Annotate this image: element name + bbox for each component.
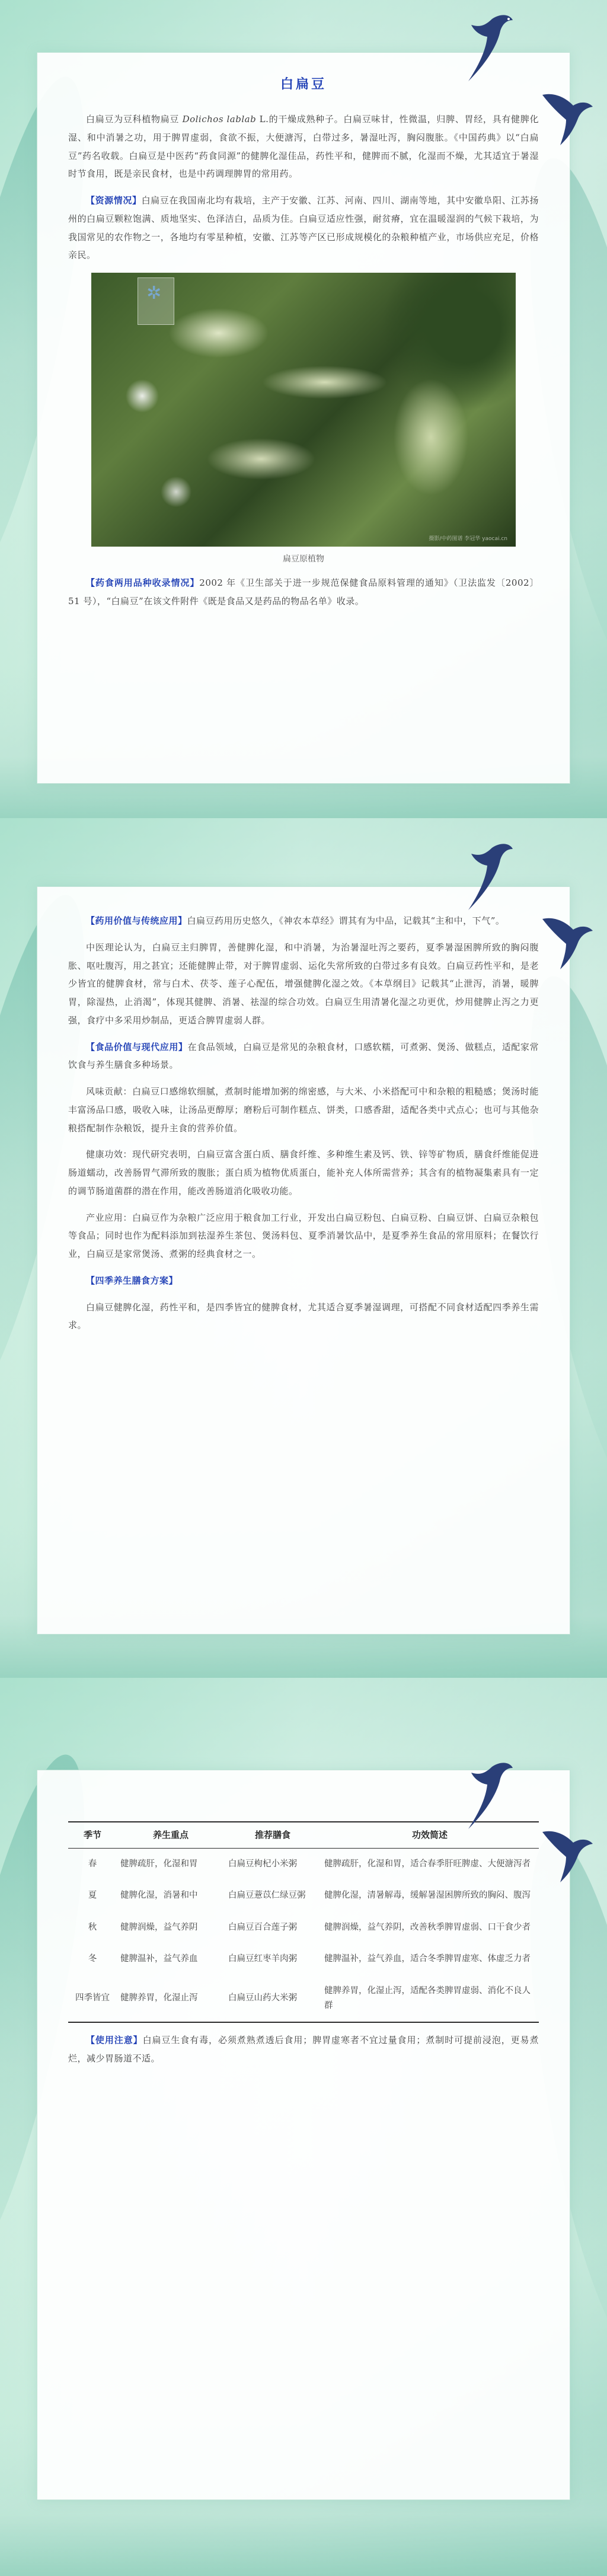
swallow-icon [536,1820,596,1885]
season-paragraph: 白扁豆健脾化湿，药性平和，是四季皆宜的健脾食材，尤其适合夏季暑湿调理，可搭配不同食材适配四季养生需求。 [68,1301,539,1331]
season-cell: 冬 [88,1954,97,1964]
table-header: 养生重点 [117,1822,225,1849]
season-heading [68,1272,539,1290]
dish-cell: 白扁豆百合莲子粥 [228,1922,297,1932]
industry-paragraph: 产业应用：白扁豆作为杂粮广泛应用于粮食加工行业，开发出白扁豆粉包、白扁豆粉、白扁豆饼、白扁豆杂粮包等食品；同时也作为配料添加到祛湿养生茶包、煲汤料包、夏季消暑饮品中，是夏季养生食品的常用原料；在餐饮行业，白扁豆是家常煲汤、煮粥的经典食材之一。 [68,1212,539,1259]
variety-paragraph: 【药食两用品种收录情况】2002 年《卫生部关于进一步规范保健食品原料管理的通知》（卫法监发〔2002〕51 号），“白扁豆”在该文件附件《既是食品又是药品的物品名单》收录。 [68,577,539,607]
panel-intro [0,0,607,818]
focus-cell: 健脾养胃，化湿止泻 [117,1975,225,2023]
table-row [68,1912,539,1943]
table-header: 功效简述 [321,1822,539,1849]
photo-caption: 扁豆原植物 [283,554,324,564]
table-row [68,1849,539,1881]
table-header: 推荐膳食 [225,1822,321,1849]
plant-photo [91,273,516,547]
swallow-icon [456,7,522,84]
watermark-logo [138,277,174,325]
caution-paragraph: 【使用注意】白扁豆生食有毒，必须煮熟煮透后食用；脾胃虚寒者不宜过量食用；煮制时可提前浸泡，更易煮烂，减少胃肠道不适。 [68,2035,539,2064]
table-row [68,1880,539,1911]
effect-cell: 健脾养胃，化湿止泻，适配各类脾胃虚弱、消化不良人群 [321,1975,539,2023]
effect-cell: 健脾疏肝，化湿和胃，适合春季肝旺脾虚、大便溏泻者 [324,1859,531,1869]
season-cell: 四季皆宜 [68,1975,117,2023]
content-card [37,52,570,784]
dish-cell: 白扁豆红枣羊肉粥 [228,1954,297,1964]
section-label: 【资源情况】 [86,195,142,206]
swallow-icon [536,83,596,148]
section-label: 【药用价值与传统应用】 [86,915,187,926]
history-paragraph: 【药用价值与传统应用】白扁豆药用历史悠久，《神农本草经》谓其有为中品，记载其“主和中，下气”。 [86,915,505,926]
section-label: 【四季养生膳食方案】 [86,1275,178,1286]
season-cell: 夏 [88,1891,97,1901]
seasonal-diet-table [68,1821,539,2023]
season-cell: 春 [88,1859,97,1869]
panel-diet [0,1678,607,2576]
intro-paragraph: 白扁豆为豆科植物扁豆 Dolichos lablab L.的干燥成熟种子。白扁豆味甘，性微温，归脾、胃经，具有健脾化湿、和中消暑之功，用于脾胃虚弱，食欲不振，大便溏泻，白带过多，暑湿吐泻，胸闷腹胀。《中国药典》以“白扁豆”药名收载。白扁豆是中医药“药食同源”的健脾化湿佳品，药性平和，健脾而不腻，化湿而不燥，尤其适宜于暑湿时节食用，既是亲民食材，也是中药调理脾胃的常用药。 [68,114,539,180]
content-card [37,886,570,1635]
focus-cell: 健脾化湿，消暑和中 [120,1891,198,1901]
effect-cell: 健脾化湿，清暑解毒，缓解暑湿困脾所致的胸闷、腹泻 [324,1891,531,1901]
section-label: 【药食两用品种收录情况】 [86,577,200,588]
focus-cell: 健脾温补，益气养血 [120,1954,198,1964]
effect-cell: 健脾润燥，益气养阴，改善秋季脾胃虚弱、口干食少者 [324,1922,531,1932]
panel-value [0,818,607,1678]
section-label: 【食品价值与现代应用】 [86,1041,188,1052]
section-label: 【使用注意】 [86,2035,143,2046]
photo-watermark: 摄影/中药图谱 李冠华 yaocai.cn [429,536,507,542]
page-title: 白扁豆 [280,76,327,92]
table-header: 季节 [68,1822,117,1849]
season-cell: 秋 [88,1922,97,1932]
focus-cell: 健脾疏肝，化湿和胃 [120,1859,198,1869]
flavor-paragraph: 风味贡献：白扁豆口感绵软细腻，煮制时能增加粥的绵密感，与大米、小米搭配可中和杂粮的粗糙感；煲汤时能丰富汤品口感，吸收入味，让汤品更醇厚；磨粉后可制作糕点、饼类，口感香甜，适配各类中式点心；也可与其他杂粮搭配制作杂粮饭，提升主食的营养价值。 [68,1086,539,1134]
swallow-icon [456,1755,522,1832]
health-paragraph: 健康功效：现代研究表明，白扁豆富含蛋白质、膳食纤维、多种维生素及钙、铁、锌等矿物质，膳食纤维能促进肠道蠕动，改善肠胃气滞所致的腹胀；蛋白质为植物优质蛋白，能补充人体所需营养；其含有的植物凝集素具有一定的调节肠道菌群的潜在作用，能改善肠道消化吸收功能。 [68,1149,539,1196]
dish-cell: 白扁豆薏苡仁绿豆粥 [228,1891,306,1901]
table-row [68,1943,539,1975]
effect-cell: 健脾温补，益气养血，适合冬季脾胃虚寒、体虚乏力者 [324,1954,531,1964]
table-row [68,1975,539,2023]
tcm-paragraph: 中医理论认为，白扁豆主归脾胃，善健脾化湿，和中消暑，为治暑湿吐泻之要药，夏季暑湿困脾所致的胸闷腹胀、呕吐腹泻，用之甚宜；还能健脾止带，对于脾胃虚弱、运化失常所致的白带过多有良效。白扁豆药性平和，是老少皆宜的健脾食材，常与白术、茯苓、莲子心配伍，增强健脾化湿之效。《本草纲目》记载其“止泄泻，消暑，暖脾胃，除湿热，止消渴”，体现其健脾、消暑、祛湿的综合功效。白扁豆生用清暑化湿之功更优，炒用健脾止泻之力更强，食疗中多采用炒制品，更适合脾胃虚弱人群。 [68,941,539,1026]
content-card [37,1770,570,2500]
dish-cell: 白扁豆枸杞小米粥 [228,1859,297,1869]
dish-cell: 白扁豆山药大米粥 [225,1975,321,2023]
focus-cell: 健脾润燥，益气养阴 [120,1922,198,1932]
swallow-icon [536,907,596,972]
food-paragraph: 【食品价值与现代应用】在食品领域，白扁豆是常见的杂粮食材，口感软糯，可煮粥、煲汤、做糕点，适配家常饮食与养生膳食多种场景。 [68,1041,539,1071]
latin-name: Dolichos lablab [182,114,257,125]
swallow-icon [456,836,522,913]
resource-paragraph: 【资源情况】白扁豆在我国南北均有栽培，主产于安徽、江苏、河南、四川、湖南等地，其中安徽阜阳、江苏扬州的白扁豆颗粒饱满、质地坚实、色泽洁白，品质为佳。白扁豆适应性强，耐贫瘠，宜在温暖湿润的气候下栽培，为我国常见的农作物之一，各地均有零星种植，安徽、江苏等产区已形成规模化的杂粮种植产业，市场供应充足，价格亲民。 [68,195,539,261]
